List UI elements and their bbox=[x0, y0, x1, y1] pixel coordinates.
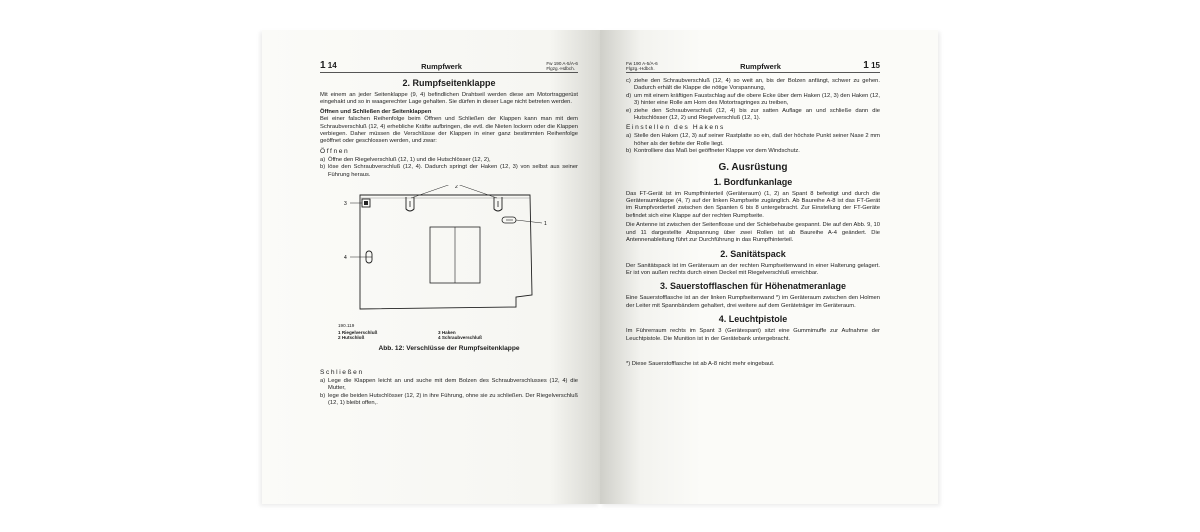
list-item: a) Stelle den Haken (12, 3) auf seiner Rastplatte so ein, daß der höchste Punkt seiner Nase 2 mm höher als der tiefste der Rolle liegt. bbox=[626, 133, 880, 147]
list-item: a) Lege die Klappen leicht an und suche mit dem Bolzen des Schraubverschlusses (12, 4) die Mutter, bbox=[320, 378, 578, 392]
list-item: b) Kontrolliere das Maß bei geöffneter Klappe vor dem Windschutz. bbox=[626, 148, 800, 155]
list-item: c) ziehe den Schraubverschluß (12, 4) so weit an, bis der Bolzen anfängt, schwer zu gehen. Dadurch erhält die Klappe die nötige Vorspannung, bbox=[626, 78, 880, 92]
hook-heading: Einstellen des Hakens bbox=[626, 124, 725, 132]
left-header-title: Rumpfwerk bbox=[421, 62, 462, 71]
left-page-content bbox=[320, 60, 578, 408]
left-page bbox=[262, 30, 600, 504]
section-title: 3. Sauerstofflaschen für Höhenatmeranlage bbox=[659, 281, 847, 292]
section-title: 2. Sanitätspack bbox=[720, 248, 786, 259]
legend-item: 3 Haken bbox=[438, 330, 456, 336]
open-heading: Öffnen bbox=[320, 147, 350, 155]
legend-item: 1 Riegelverschluß bbox=[338, 330, 378, 336]
open-book bbox=[262, 30, 938, 504]
callout-3: 3 bbox=[344, 201, 347, 208]
callout-4: 4 bbox=[344, 255, 347, 262]
right-header-title: Rumpfwerk bbox=[740, 62, 781, 71]
right-running-header bbox=[626, 60, 880, 73]
latch-diagram bbox=[320, 185, 578, 325]
legend-item: 2 Hutschloß bbox=[338, 335, 365, 341]
figure-12 bbox=[320, 185, 578, 367]
paragraph: Das FT-Gerät ist im Rumpfhinterteil (Geräteraum) (1, 2) an Spant 8 befestigt und durch die Geräteraumklappe (4, 7) auf der linken Rumpfseite zugänglich. Ab Baureihe A-8 ist das FT-Gerät im Rumpfvorderteil zwischen den Spanten 6 bis 8 untergebracht. Zur Einstellung der FT-Geräte befindet sich eine Klappe auf der rechten Rumpfseite. bbox=[626, 190, 880, 219]
list-item: b) löse den Schraubverschluß (12, 4). Dadurch springt der Haken (12, 3) von selbst aus seiner Führung heraus. bbox=[320, 164, 578, 178]
intro-paragraph: Mit einem an jeder Seitenklappe (9, 4) befindlichen Drahtseil werden diese am Motortraggerüst eingehakt und so in waagerechter Lage gehalten. Sie dürfen in dieser Lage nicht betreten werden. bbox=[320, 92, 578, 106]
order-paragraph: Bei einer falschen Reihenfolge beim Öffnen und Schließen der Klappen kann man mit dem Schraubverschluß (12, 4) erhebliche Kräfte aufbringen, die evtl. die Nieten lockern oder die Klappen verbiegen. Daher müssen die Verschlüsse der Klappen in einer ganz bestimmten Reihenfolge geöffnet oder geschlossen werden, und zwar: bbox=[320, 116, 578, 145]
paragraph: Der Sanitätspack ist im Geräteraum an der rechten Rumpfseitenwand in einer Halterung gelagert. Er ist von außen rechts durch einen Deckel mit Riegelverschluß erreichbar. bbox=[626, 262, 880, 276]
legend-item: 4 Schraubverschluß bbox=[438, 335, 482, 341]
left-page-number: 1 14 bbox=[320, 60, 337, 71]
callout-2: 2 bbox=[455, 185, 458, 191]
list-item: d) um mit einem kräftigen Faustschlag auf die obere Ecke über dem Haken (12, 3) den Haken (12, 3) hinter eine Rolle am Horn des Motortragringes zu treiben, bbox=[626, 92, 880, 107]
list-item: b) lege die beiden Hutschlösser (12, 2) in ihre Führung, ohne sie zu schließen. Der Riegelverschluß (12, 1) bleibt offen,. bbox=[320, 392, 578, 407]
paragraph: Im Führerraum rechts im Spant 3 (Gerätespant) sitzt eine Gummimuffe zur Aufnahme der Leuchtpistole. Die Munition ist in der Gerätebank untergebracht. bbox=[626, 328, 880, 342]
section-title: 1. Bordfunkanlage bbox=[713, 176, 793, 187]
paragraph: Die Antenne ist zwischen der Seitenflosse und der Schiebehaube gespannt. Die auf den Abb. 9, 10 und 11 dargestellte Abspannung über zwei Rollen ist ab Baureihe A-4 geändert. Die Antennenableitung führt zur Durchführung in das Rumpfhinterteil. bbox=[626, 222, 880, 244]
paragraph: Eine Sauerstofflasche ist an der linken Rumpfseitenwand *) im Geräteraum zwischen den Holmen der Leiter mit Spannbändern gehaltert, drei weitere auf dem Geräteträger im Geräteraum. bbox=[626, 295, 880, 309]
right-header-ref: Fw 190 A-5/A-6 Flgzg.-Hdbch. bbox=[626, 61, 658, 71]
left-header-ref: Fw 190 A-5/A-6 Flgzg.-Hdbch. bbox=[546, 61, 578, 71]
subheading: Öffnen und Schließen der Seitenklappen bbox=[320, 108, 432, 115]
footnote: *) Diese Sauerstofflasche ist ab A-8 nicht mehr eingebaut. bbox=[626, 360, 775, 367]
figure-legend bbox=[338, 330, 538, 341]
figure-id: 190.119 bbox=[338, 323, 355, 329]
right-page-content bbox=[626, 60, 880, 368]
section-title: 4. Leuchtpistole bbox=[718, 314, 788, 325]
section-title: 2. Rumpfseitenklappe bbox=[402, 78, 496, 88]
figure-caption: Abb. 12: Verschlüsse der Rumpfseitenklappe bbox=[378, 345, 520, 353]
list-item: e) ziehe den Schraubverschluß (12, 4) bis zur satten Auflage an und schließe dann die Hutschlösser (12, 2) und Riegelverschluß (12, 1). bbox=[626, 107, 880, 122]
right-page bbox=[600, 30, 938, 504]
right-page-number: 1 15 bbox=[863, 60, 880, 71]
callout-1: 1 bbox=[544, 221, 547, 228]
list-item: a) Öffne den Riegelverschluß (12, 1) und die Hutschlösser (12, 2), bbox=[320, 156, 491, 163]
left-running-header bbox=[320, 60, 578, 73]
chapter-title: G. Ausrüstung bbox=[718, 161, 788, 173]
close-heading: Schließen bbox=[320, 369, 364, 377]
